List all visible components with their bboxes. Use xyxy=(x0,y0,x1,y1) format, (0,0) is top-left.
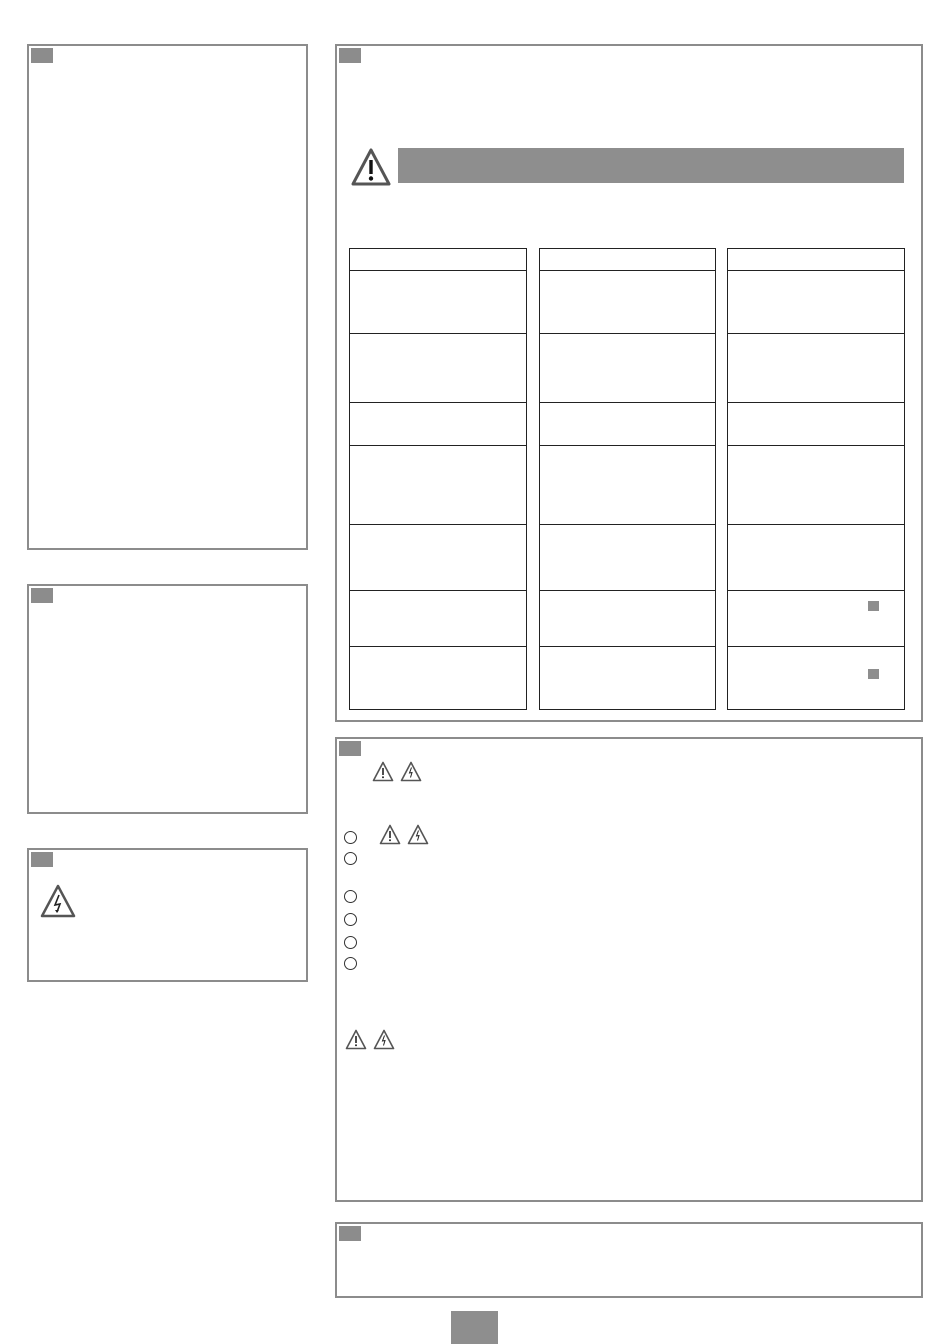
table-cell xyxy=(350,446,526,525)
section-tab xyxy=(339,48,361,63)
section-tab xyxy=(31,852,53,867)
table-cell xyxy=(350,403,526,446)
section-tab xyxy=(31,588,53,603)
table-cell xyxy=(350,271,526,334)
warning-triangle-icon xyxy=(372,761,394,782)
table-header-cell xyxy=(728,249,904,271)
high-voltage-icon xyxy=(407,824,429,845)
table-cell xyxy=(728,591,904,647)
warning-triangle-icon xyxy=(350,147,392,187)
section-box-left-2 xyxy=(27,584,308,814)
circle-marker-icon xyxy=(344,957,357,970)
table-column-2 xyxy=(539,248,716,710)
section-tab xyxy=(339,1226,361,1241)
table-cell xyxy=(540,403,715,446)
table-cell xyxy=(728,525,904,591)
section-box-left-1 xyxy=(27,44,308,550)
section-box-main xyxy=(335,44,923,722)
section-tab xyxy=(31,48,53,63)
table-cell xyxy=(540,647,715,709)
high-voltage-icon xyxy=(400,761,422,782)
page-number-tab xyxy=(451,1311,498,1344)
section-tab xyxy=(339,741,361,756)
table-cell xyxy=(728,271,904,334)
table-cell xyxy=(728,446,904,525)
circle-marker-icon xyxy=(344,852,357,865)
table-cell xyxy=(540,271,715,334)
table-cell xyxy=(728,334,904,403)
section-box-procedure xyxy=(335,737,923,1202)
warning-banner xyxy=(398,148,904,183)
circle-marker-icon xyxy=(344,831,357,844)
gray-square-marker xyxy=(868,601,879,611)
circle-marker-icon xyxy=(344,890,357,903)
table-cell xyxy=(540,334,715,403)
table-cell xyxy=(540,591,715,647)
table-cell xyxy=(728,647,904,709)
warning-triangle-icon xyxy=(379,824,401,845)
high-voltage-icon xyxy=(40,884,76,918)
table-column-3 xyxy=(727,248,905,710)
table-cell xyxy=(540,525,715,591)
circle-marker-icon xyxy=(344,913,357,926)
table-header-cell xyxy=(540,249,715,271)
table-cell xyxy=(350,525,526,591)
table-column-1 xyxy=(349,248,527,710)
table-cell xyxy=(540,446,715,525)
table-header-cell xyxy=(350,249,526,271)
circle-marker-icon xyxy=(344,936,357,949)
table-cell xyxy=(350,591,526,647)
table-cell xyxy=(350,334,526,403)
high-voltage-icon xyxy=(373,1029,395,1050)
warning-triangle-icon xyxy=(345,1029,367,1050)
table-cell xyxy=(728,403,904,446)
table-cell xyxy=(350,647,526,709)
gray-square-marker xyxy=(868,669,879,679)
section-box-bottom xyxy=(335,1222,923,1298)
section-box-left-3 xyxy=(27,848,308,982)
